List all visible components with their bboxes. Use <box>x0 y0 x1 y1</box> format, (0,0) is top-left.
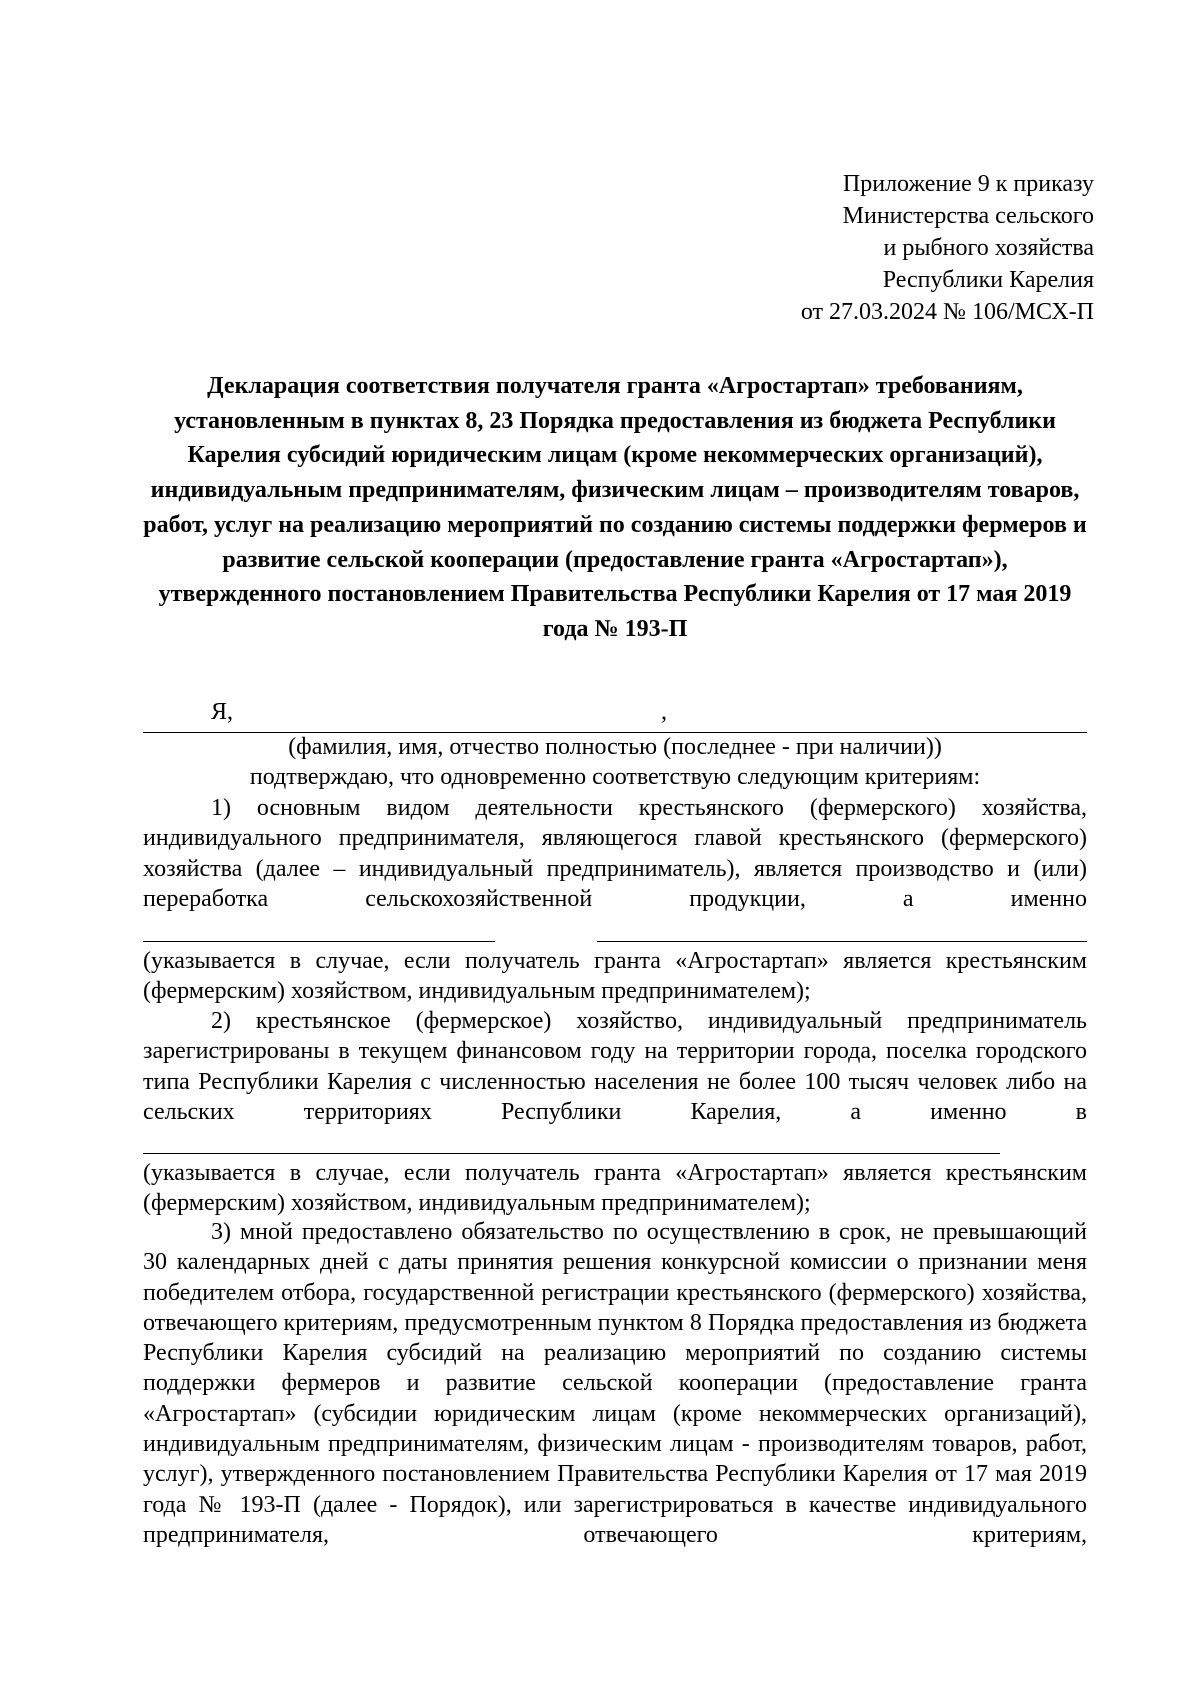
item-1-field-a[interactable] <box>143 941 495 942</box>
declarant-comma: , <box>661 699 667 725</box>
item-1-text: 1) основным видом деятельности крестьянского (фермерского) хозяйства, индивидуального предпринимателя, являющегося главой крестьянского (фермерского) хозяйства (далее – индивидуальный предприниматель), является производство и (или) переработка сельскохозяйственной продукции, а именно <box>143 795 1087 912</box>
item-2-text: 2) крестьянское (фермерское) хозяйство, индивидуальный предприниматель зарегистрированы в текущем финансовом году на территории города, поселка городского типа Республики Карелия с численностью населения не более 100 тысяч человек либо на сельских территориях Республики Карелия, а именно в <box>143 1008 1087 1125</box>
header-line: Министерства сельского <box>842 203 1094 229</box>
item-3-text: 3) мной предоставлено обязательство по осуществлению в срок, не превышающий 30 календарных дней с даты принятия решения конкурсной комиссии о признании меня победителем отбора, государственной регистрации крестьянского (фермерского) хозяйства, отвечающего критериям, предусмотренным пунктом 8 Порядка предоставления из бюджета Республики Карелия субсидий на реализацию мероприятий по созданию системы поддержки фермеров и развитие сельской кооперации (предоставление гранта «Агростартап» (субсидии юридическим лицам (кроме некоммерческих организаций), индивидуальным предпринимателям, физическим лицам - производителям товаров, работ, услуг), утвержденного постановлением Правительства Республики Карелия от 17 мая 2019 года № 193-П (далее - Порядок), или зарегистрироваться в качестве индивидуального предпринимателя, отвечающего критериям, <box>143 1219 1087 1548</box>
declarant-confirm: подтверждаю, что одновременно соответствую следующим критериям: <box>249 764 981 790</box>
document-title: Декларация соответствия получателя гранта «Агростартап» требованиям, установленным в пунктах 8, 23 Порядка предоставления из бюджета Республики Карелия субсидий юридическим лицам (кроме некоммерческих организаций), индивидуальным предпринимателям, физическим лицам – производителям товаров, работ, услуг на реализацию мероприятий по созданию системы поддержки фермеров и развитие сельской кооперации (предоставление гранта «Агростартап»), утвержденного постановлением Правительства Республики Карелия от 17 мая 2019 года № 193-П <box>143 373 1087 642</box>
header-line: и рыбного хозяйства <box>883 235 1094 261</box>
item-1-field-b[interactable] <box>597 941 1087 942</box>
header-line: Приложение 9 к приказу <box>842 171 1094 197</box>
declarant-name-hint: (фамилия, имя, отчество полностью (последнее - при наличии)) <box>288 734 942 760</box>
approval-header <box>801 168 1094 328</box>
declarant-ya: Я, <box>211 699 234 725</box>
header-line: Республики Карелия <box>882 267 1094 293</box>
declarant-name-line <box>143 694 1087 730</box>
item-2-note: (указывается в случае, если получатель гранта «Агростартап» является крестьянским (фермерским) хозяйством, индивидуальным предпринимателем); <box>143 1160 1087 1217</box>
header-line: от 27.03.2024 № 106/МСХ-П <box>800 299 1094 325</box>
item-2-field[interactable] <box>143 1153 1000 1154</box>
item-1-note: (указывается в случае, если получатель гранта «Агростартап» является крестьянским (фермерским) хозяйством, индивидуальным предпринимателем); <box>143 948 1087 1005</box>
